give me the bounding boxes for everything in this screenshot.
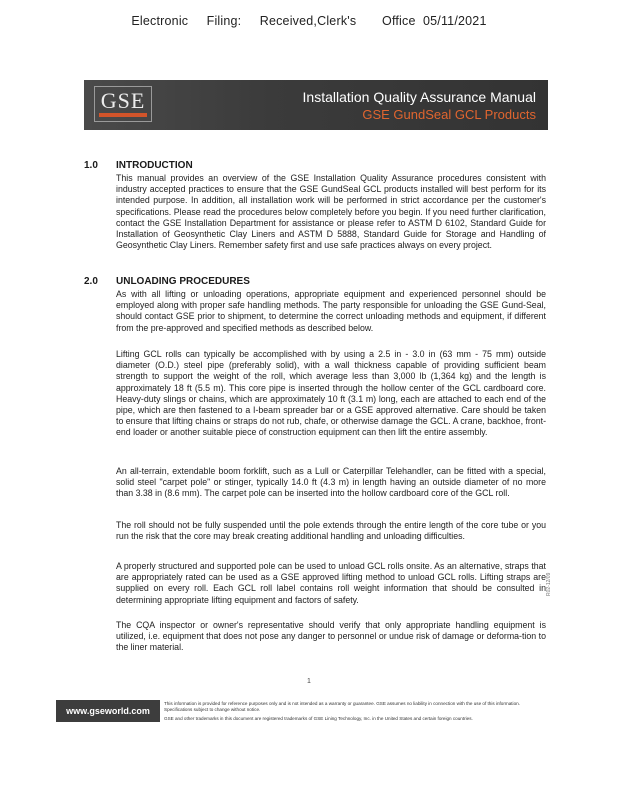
section-title-intro: INTRODUCTION (116, 160, 193, 171)
manual-title: Installation Quality Assurance Manual (302, 89, 536, 105)
intro-paragraph: This manual provides an overview of the GSE Installation Quality Assurance procedures consistent with industry accepted practices to ensure that the GSE GundSeal GCL products installed will best perform for its intended purpose. In addition, all installation work will be performed in strict accordance per the customer's specifications. Please read the procedures below completely before you begin. If you need further clarification, contact the GSE Installation Department for assistance or please refer to ASTM D 6102, Standard Guide for Installation of Geosynthetic Clay Liners and ASTM D 5888, Standard Guide for Storage and Handling of Geosynthetic Clay Liners. Remember safety first and use safe practices always on every project. (116, 173, 546, 251)
unloading-paragraph-1: As with all lifting or unloading operations, appropriate equipment and experienced personnel should be employed along with proper safe handling methods. The party responsible for unloading the GSE Gund-Seal, should contact GSE prior to shipment, to determine the correct unloading methods and equipment, if different from the pre-approved and specified methods as described below. (116, 289, 546, 333)
header-banner (84, 80, 548, 130)
footer-trademark: GSE and other trademarks in this document are registered trademarks of GSE Lining Technology, Inc. in the United States and certain foreign countries. (164, 716, 473, 721)
section-number-unloading: 2.0 (84, 276, 98, 287)
gse-logo-text: GSE (100, 88, 146, 113)
website-link[interactable]: www.gseworld.com (56, 700, 160, 722)
section-number-intro: 1.0 (84, 160, 98, 171)
page-number: 1 (307, 678, 311, 685)
section-title-unloading: UNLOADING PROCEDURES (116, 276, 250, 287)
gse-logo (94, 86, 152, 122)
footer-disclaimer: This information is provided for reference purposes only and is not intended as a warranty or guarantee. GSE assumes no liability in connection with the use of this information. Specifications subject to change without notice. (164, 701, 520, 712)
unloading-paragraph-5: A properly structured and supported pole can be used to unload GCL rolls onsite. As an alternative, straps that are appropriately rated can be used as a GSE approved lifting method to unload GCL rolls. Lifting straps are supplied on every roll. Each GCL roll label contains roll weight information that should be consulted in determining appropriate lifting equipment and factors of safety. (116, 561, 546, 605)
unloading-paragraph-2: Lifting GCL rolls can typically be accomplished with by using a 2.5 in - 3.0 in (63 mm - 75 mm) outside diameter (O.D.) steel pipe (preferably solid), with a wall thickness capable of providing sufficient beam strength to support the weight of the roll, which average less than 3,000 lb (1,364 kg) and the length is approximately 18 ft (5.5 m). This core pipe is inserted through the hollow center of the GCL cardboard core. Heavy-duty slings or chains, which are approximately 10 ft (3.1 m) long, each are attached to each end of the pipe, which are then fastened to a I-beam spreader bar or a GSE approved alternative. Care should be taken to ensure that lifting chains or straps do not rub, chafe, or otherwise damage the GCL. A crane, backhoe, front-end loader or another suitable piece of construction equipment can then lift the entire assembly. (116, 349, 546, 438)
logo-accent-bar (99, 113, 147, 117)
manual-subtitle: GSE GundSeal GCL Products (362, 107, 536, 122)
document-revision-code: R02-12/09 (546, 572, 552, 596)
unloading-paragraph-3: An all-terrain, extendable boom forklift, such as a Lull or Caterpillar Telehandler, can be fitted with a special, solid steel "carpet pole" or stinger, typically 14.0 ft (4.3 m) in length having an outside diameter of no more than 3.38 in (8.6 mm). The carpet pole can be inserted into the hollow cardboard core of the GCL roll. (116, 466, 546, 499)
unloading-paragraph-4: The roll should not be fully suspended until the pole extends through the entire length of the core tube or you run the risk that the core may break creating additional handling and unloading difficulties. (116, 520, 546, 542)
filing-stamp: Electronic Filing: Received,Clerk's Office 05/11/2021 (131, 14, 487, 28)
unloading-paragraph-6: The CQA inspector or owner's representative should verify that only appropriate handling equipment is utilized, i.e. equipment that does not pose any danger to personnel or undue risk of damage or deforma-tion to the liner material. (116, 620, 546, 653)
